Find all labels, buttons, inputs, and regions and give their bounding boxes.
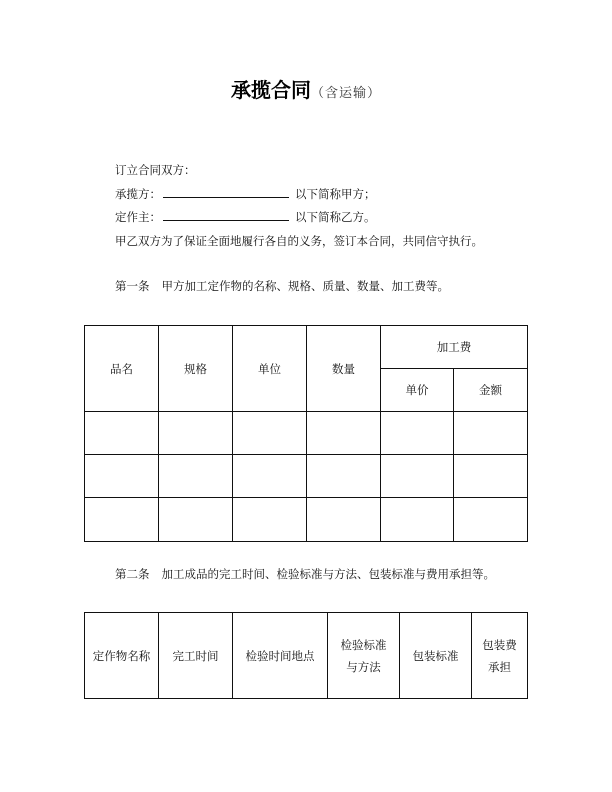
- article-2-number: 第二条: [115, 567, 150, 581]
- table-cell[interactable]: [233, 412, 307, 455]
- preamble: 甲乙双方为了保证全面地履行各自的义务，签订本合同，共同信守执行。: [115, 234, 483, 248]
- table-cell[interactable]: [159, 455, 233, 498]
- completion-inspection-table: [84, 612, 528, 699]
- client-label: 定作主：: [115, 210, 161, 224]
- table-cell[interactable]: [85, 455, 159, 498]
- table-row: [85, 455, 528, 498]
- table-cell[interactable]: [307, 455, 381, 498]
- header-specification: 规格: [159, 326, 233, 412]
- table-cell[interactable]: [85, 498, 159, 542]
- client-line: [115, 209, 376, 225]
- title-main: 承揽合同: [230, 78, 311, 102]
- table-row: [85, 412, 528, 455]
- contractor-label: 承揽方：: [115, 187, 161, 201]
- table-cell[interactable]: [381, 498, 454, 542]
- table-row: [85, 498, 528, 542]
- header-item-name: 定作物名称: [85, 613, 159, 699]
- article-2-text: 加工成品的完工时间、检验标准与方法、包装标准与费用承担等。: [161, 567, 495, 581]
- header-completion-time: 完工时间: [159, 613, 233, 699]
- table-cell[interactable]: [454, 498, 528, 542]
- table-cell[interactable]: [381, 455, 454, 498]
- header-unit: 单位: [233, 326, 307, 412]
- header-packaging-standard: 包装标准: [400, 613, 472, 699]
- table-cell[interactable]: [233, 455, 307, 498]
- table-cell[interactable]: [381, 412, 454, 455]
- header-inspection-time-place: 检验时间地点: [233, 613, 328, 699]
- header-product-name: 品名: [85, 326, 159, 412]
- article-1-text: 甲方加工定作物的名称、规格、质量、数量、加工费等。: [161, 279, 449, 293]
- table-cell[interactable]: [454, 455, 528, 498]
- contractor-suffix: 以下简称甲方；: [295, 187, 376, 201]
- header-packaging-cost: 包装费 承担: [472, 613, 528, 699]
- title-subtitle: （含运输）: [310, 86, 381, 101]
- client-suffix: 以下简称乙方。: [295, 210, 376, 224]
- article-1-heading: [115, 278, 449, 294]
- header-inspection-standard: 检验标准 与方法: [328, 613, 400, 699]
- header-amount: 金额: [454, 369, 528, 412]
- contractor-field[interactable]: [163, 186, 289, 198]
- article-2-heading: [115, 566, 495, 582]
- contractor-line: [115, 186, 376, 202]
- table-cell[interactable]: [159, 498, 233, 542]
- table-cell[interactable]: [233, 498, 307, 542]
- processing-fee-table: [84, 325, 528, 542]
- parties-intro: 订立合同双方：: [115, 163, 196, 177]
- header-processing-fee: 加工费: [381, 326, 528, 369]
- table-cell[interactable]: [307, 412, 381, 455]
- table-cell[interactable]: [159, 412, 233, 455]
- header-unit-price: 单价: [381, 369, 454, 412]
- article-1-number: 第一条: [115, 279, 150, 293]
- table-cell[interactable]: [307, 498, 381, 542]
- document-title: [0, 74, 612, 103]
- table-cell[interactable]: [454, 412, 528, 455]
- table-cell[interactable]: [85, 412, 159, 455]
- client-field[interactable]: [163, 209, 289, 221]
- header-quantity: 数量: [307, 326, 381, 412]
